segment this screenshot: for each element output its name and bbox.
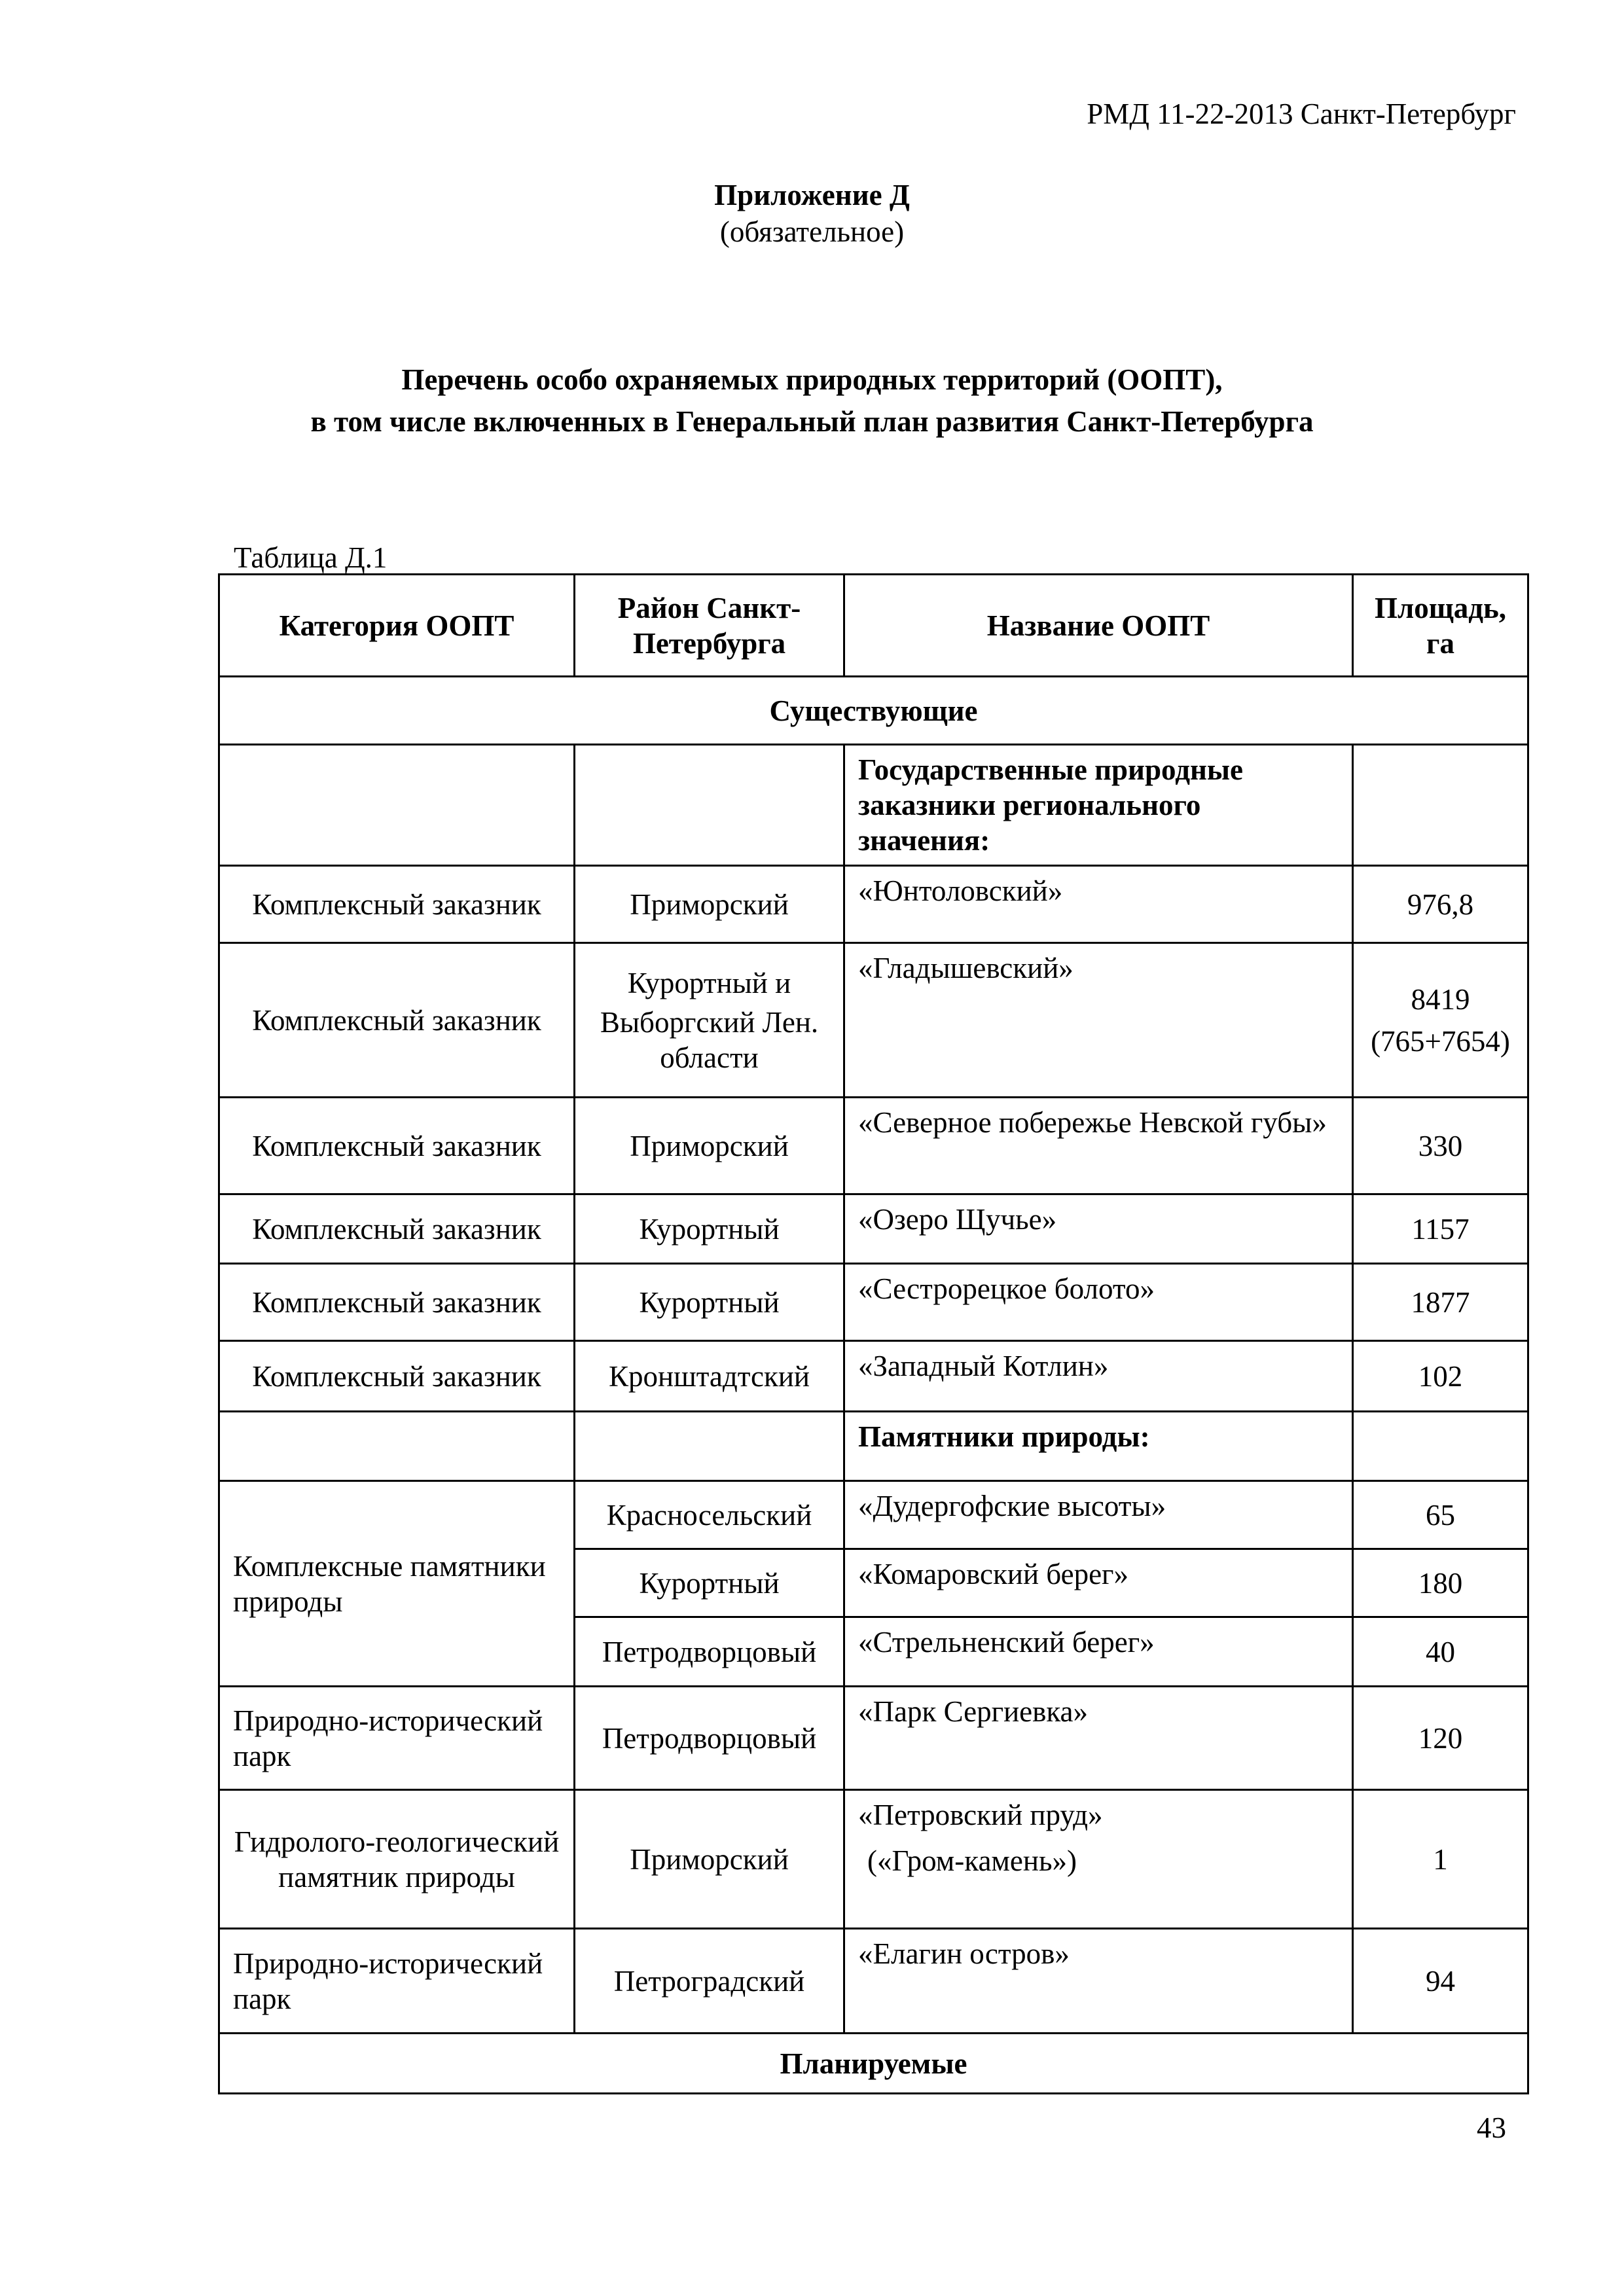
cell-area: 976,8 bbox=[1353, 866, 1528, 943]
cell-category: Природно-исторический парк bbox=[219, 1929, 575, 2034]
document-title bbox=[0, 359, 1624, 442]
cell-area: 180 bbox=[1353, 1549, 1528, 1617]
cell-district: Красносельский bbox=[575, 1481, 844, 1549]
cell-category: Комплексный заказник bbox=[219, 1341, 575, 1412]
empty-cell bbox=[219, 1412, 575, 1481]
table-row bbox=[219, 943, 1528, 1098]
cell-name: «Сестрорецкое болото» bbox=[844, 1264, 1353, 1341]
group-monuments-label: Памятники природы: bbox=[844, 1412, 1353, 1481]
cell-category: Комплексный заказник bbox=[219, 1264, 575, 1341]
cell-area: 94 bbox=[1353, 1929, 1528, 2034]
section-row-existing bbox=[219, 677, 1528, 745]
table-row bbox=[219, 1341, 1528, 1412]
cell-name: «Стрельненский берег» bbox=[844, 1617, 1353, 1687]
cell-area: 1877 bbox=[1353, 1264, 1528, 1341]
group-row-reserves bbox=[219, 745, 1528, 866]
group-row-monuments bbox=[219, 1412, 1528, 1481]
cell-name: «Комаровский берег» bbox=[844, 1549, 1353, 1617]
empty-cell bbox=[575, 745, 844, 866]
cell-name-line-1: «Петровский пруд» bbox=[858, 1799, 1103, 1831]
cell-name: «Парк Сергиевка» bbox=[844, 1687, 1353, 1790]
empty-cell bbox=[575, 1412, 844, 1481]
cell-name: «Юнтоловский» bbox=[844, 866, 1353, 943]
table-row bbox=[219, 1790, 1528, 1929]
appendix-title: Приложение Д bbox=[714, 179, 910, 211]
cell-area: 330 bbox=[1353, 1098, 1528, 1194]
protected-areas-table bbox=[218, 573, 1529, 2094]
cell-area: 1 bbox=[1353, 1790, 1528, 1929]
header-category: Категория ООПТ bbox=[219, 575, 575, 677]
cell-area: 65 bbox=[1353, 1481, 1528, 1549]
empty-cell bbox=[219, 745, 575, 866]
section-row-planned bbox=[219, 2034, 1528, 2094]
cell-district: Курортный bbox=[575, 1549, 844, 1617]
cell-name bbox=[844, 1790, 1353, 1929]
cell-district: Приморский bbox=[575, 1790, 844, 1929]
document-title-line-2: в том числе включенных в Генеральный план развития Санкт-Петербурга bbox=[310, 405, 1314, 438]
empty-cell bbox=[1353, 1412, 1528, 1481]
cell-district: Приморский bbox=[575, 1098, 844, 1194]
cell-area: 102 bbox=[1353, 1341, 1528, 1412]
cell-area: 120 bbox=[1353, 1687, 1528, 1790]
cell-name: «Западный Котлин» bbox=[844, 1341, 1353, 1412]
cell-category: Комплексный заказник bbox=[219, 866, 575, 943]
cell-area: 40 bbox=[1353, 1617, 1528, 1687]
cell-category: Комплексные памятники природы bbox=[219, 1481, 575, 1687]
cell-area-line-1: 8419 bbox=[1411, 982, 1470, 1016]
table-header-row bbox=[219, 575, 1528, 677]
section-planned: Планируемые bbox=[219, 2034, 1528, 2094]
table-row bbox=[219, 1264, 1528, 1341]
empty-cell bbox=[1353, 745, 1528, 866]
table-row bbox=[219, 1481, 1528, 1549]
header-district: Район Санкт-Петербурга bbox=[575, 575, 844, 677]
cell-district: Петродворцовый bbox=[575, 1617, 844, 1687]
cell-area bbox=[1353, 943, 1528, 1098]
cell-district: Курортный bbox=[575, 1194, 844, 1264]
cell-district: Петроградский bbox=[575, 1929, 844, 2034]
document-title-line-1: Перечень особо охраняемых природных территорий (ООПТ), bbox=[401, 363, 1223, 396]
table-row bbox=[219, 1194, 1528, 1264]
cell-name: «Озеро Щучье» bbox=[844, 1194, 1353, 1264]
cell-district: Приморский bbox=[575, 866, 844, 943]
document-code: РМД 11-22-2013 Санкт-Петербург bbox=[1087, 98, 1516, 130]
header-area: Площадь, га bbox=[1353, 575, 1528, 677]
cell-category: Гидролого-геологический памятник природы bbox=[219, 1790, 575, 1929]
cell-district bbox=[575, 943, 844, 1098]
cell-name: «Гладышевский» bbox=[844, 943, 1353, 1098]
appendix-heading bbox=[0, 177, 1624, 250]
cell-area: 1157 bbox=[1353, 1194, 1528, 1264]
table-caption: Таблица Д.1 bbox=[234, 541, 388, 574]
group-reserves-label: Государственные природные заказники регионального значения: bbox=[844, 745, 1353, 866]
cell-name: «Елагин остров» bbox=[844, 1929, 1353, 2034]
cell-category: Комплексный заказник bbox=[219, 1194, 575, 1264]
table-row bbox=[219, 1098, 1528, 1194]
cell-district-line-1: Курортный и bbox=[627, 966, 791, 999]
section-existing: Существующие bbox=[219, 677, 1528, 745]
cell-name-line-2: («Гром-камень») bbox=[867, 1844, 1077, 1877]
header-name: Название ООПТ bbox=[844, 575, 1353, 677]
table-row bbox=[219, 866, 1528, 943]
cell-name: «Северное побережье Невской губы» bbox=[844, 1098, 1353, 1194]
page-number: 43 bbox=[1477, 2111, 1506, 2144]
cell-name: «Дудергофские высоты» bbox=[844, 1481, 1353, 1549]
cell-category: Природно-исторический парк bbox=[219, 1687, 575, 1790]
table-row bbox=[219, 1929, 1528, 2034]
cell-district: Курортный bbox=[575, 1264, 844, 1341]
cell-category: Комплексный заказник bbox=[219, 1098, 575, 1194]
cell-district: Петродворцовый bbox=[575, 1687, 844, 1790]
table-row bbox=[219, 1687, 1528, 1790]
cell-category: Комплексный заказник bbox=[219, 943, 575, 1098]
appendix-subtitle: (обязательное) bbox=[719, 215, 905, 248]
cell-district: Кронштадтский bbox=[575, 1341, 844, 1412]
cell-district-line-2: Выборгский Лен. области bbox=[600, 1005, 819, 1074]
cell-area-line-2: (765+7654) bbox=[1371, 1024, 1510, 1058]
